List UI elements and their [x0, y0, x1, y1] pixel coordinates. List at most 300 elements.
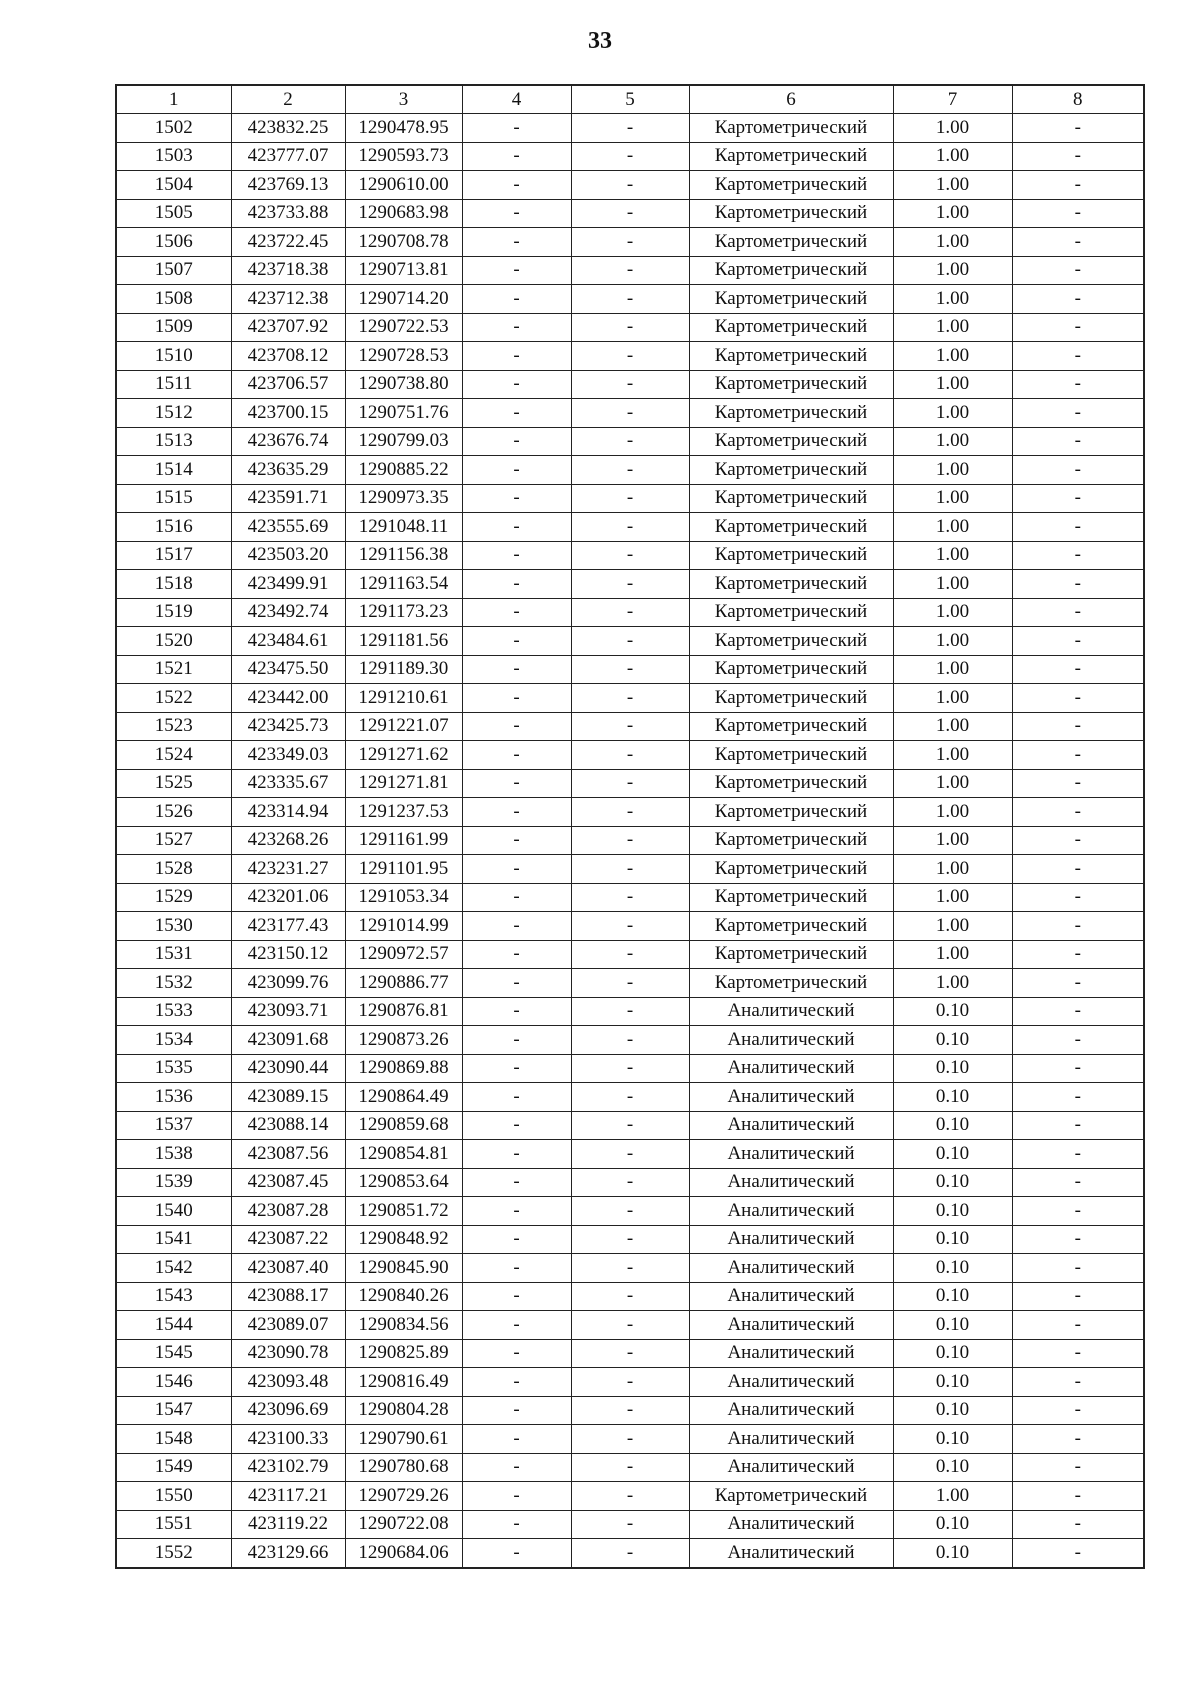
- point-number-cell: 1516: [116, 513, 231, 542]
- accuracy-cell: 1.00: [893, 399, 1012, 428]
- x-coordinate-cell: 423087.56: [231, 1140, 345, 1169]
- x-coordinate-cell: 423231.27: [231, 855, 345, 884]
- column-8-cell: -: [1012, 456, 1144, 485]
- column-4-cell: -: [462, 1225, 571, 1254]
- point-number-cell: 1524: [116, 741, 231, 770]
- column-5-cell: -: [571, 912, 689, 941]
- table-row: [116, 940, 1144, 969]
- y-coordinate-cell: 1290714.20: [345, 285, 462, 314]
- column-5-cell: -: [571, 1111, 689, 1140]
- column-5-cell: -: [571, 256, 689, 285]
- y-coordinate-cell: 1291210.61: [345, 684, 462, 713]
- x-coordinate-cell: 423117.21: [231, 1482, 345, 1511]
- y-coordinate-cell: 1290859.68: [345, 1111, 462, 1140]
- column-8-cell: -: [1012, 598, 1144, 627]
- column-5-cell: -: [571, 1396, 689, 1425]
- method-cell: Картометрический: [689, 940, 893, 969]
- method-cell: Картометрический: [689, 570, 893, 599]
- x-coordinate-cell: 423102.79: [231, 1453, 345, 1482]
- table-row: [116, 684, 1144, 713]
- point-number-cell: 1517: [116, 541, 231, 570]
- y-coordinate-cell: 1291189.30: [345, 655, 462, 684]
- column-4-cell: -: [462, 1111, 571, 1140]
- column-8-cell: -: [1012, 769, 1144, 798]
- column-8-cell: -: [1012, 1425, 1144, 1454]
- x-coordinate-cell: 423555.69: [231, 513, 345, 542]
- column-4-cell: -: [462, 1140, 571, 1169]
- column-5-cell: -: [571, 712, 689, 741]
- point-number-cell: 1541: [116, 1225, 231, 1254]
- column-8-cell: -: [1012, 712, 1144, 741]
- x-coordinate-cell: 423676.74: [231, 427, 345, 456]
- column-5-cell: -: [571, 342, 689, 371]
- column-8-cell: -: [1012, 285, 1144, 314]
- table-row: [116, 570, 1144, 599]
- x-coordinate-cell: 423314.94: [231, 798, 345, 827]
- column-4-cell: -: [462, 1425, 571, 1454]
- x-coordinate-cell: 423096.69: [231, 1396, 345, 1425]
- column-5-cell: -: [571, 684, 689, 713]
- point-number-cell: 1508: [116, 285, 231, 314]
- column-5-cell: -: [571, 114, 689, 143]
- y-coordinate-cell: 1290738.80: [345, 370, 462, 399]
- table-row: [116, 1453, 1144, 1482]
- y-coordinate-cell: 1290722.08: [345, 1510, 462, 1539]
- x-coordinate-cell: 423100.33: [231, 1425, 345, 1454]
- x-coordinate-cell: 423129.66: [231, 1539, 345, 1568]
- column-4-cell: -: [462, 456, 571, 485]
- point-number-cell: 1522: [116, 684, 231, 713]
- x-coordinate-cell: 423777.07: [231, 142, 345, 171]
- point-number-cell: 1506: [116, 228, 231, 257]
- y-coordinate-cell: 1290854.81: [345, 1140, 462, 1169]
- column-5-cell: -: [571, 456, 689, 485]
- method-cell: Картометрический: [689, 256, 893, 285]
- column-5-cell: -: [571, 741, 689, 770]
- method-cell: Картометрический: [689, 855, 893, 884]
- method-cell: Картометрический: [689, 541, 893, 570]
- column-8-cell: -: [1012, 1339, 1144, 1368]
- method-cell: Аналитический: [689, 997, 893, 1026]
- point-number-cell: 1529: [116, 883, 231, 912]
- method-cell: Картометрический: [689, 684, 893, 713]
- accuracy-cell: 1.00: [893, 256, 1012, 285]
- table-row: [116, 741, 1144, 770]
- column-5-cell: -: [571, 627, 689, 656]
- method-cell: Картометрический: [689, 655, 893, 684]
- table-row: [116, 1111, 1144, 1140]
- method-cell: Аналитический: [689, 1083, 893, 1112]
- accuracy-cell: 0.10: [893, 1111, 1012, 1140]
- table-row: [116, 855, 1144, 884]
- table-row: [116, 1368, 1144, 1397]
- table-row: [116, 769, 1144, 798]
- column-8-cell: -: [1012, 1026, 1144, 1055]
- column-8-cell: -: [1012, 627, 1144, 656]
- y-coordinate-cell: 1291156.38: [345, 541, 462, 570]
- x-coordinate-cell: 423090.78: [231, 1339, 345, 1368]
- accuracy-cell: 1.00: [893, 598, 1012, 627]
- method-cell: Картометрический: [689, 171, 893, 200]
- y-coordinate-cell: 1291271.62: [345, 741, 462, 770]
- column-5-cell: -: [571, 655, 689, 684]
- point-number-cell: 1513: [116, 427, 231, 456]
- column-8-cell: -: [1012, 741, 1144, 770]
- point-number-cell: 1528: [116, 855, 231, 884]
- table-row: [116, 228, 1144, 257]
- column-8-cell: -: [1012, 1225, 1144, 1254]
- column-5-cell: -: [571, 1339, 689, 1368]
- point-number-cell: 1510: [116, 342, 231, 371]
- point-number-cell: 1536: [116, 1083, 231, 1112]
- x-coordinate-cell: 423089.07: [231, 1311, 345, 1340]
- method-cell: Картометрический: [689, 769, 893, 798]
- point-number-cell: 1533: [116, 997, 231, 1026]
- column-8-cell: -: [1012, 541, 1144, 570]
- column-5-cell: -: [571, 598, 689, 627]
- point-number-cell: 1546: [116, 1368, 231, 1397]
- column-header: 5: [571, 85, 689, 114]
- accuracy-cell: 0.10: [893, 997, 1012, 1026]
- point-number-cell: 1548: [116, 1425, 231, 1454]
- point-number-cell: 1534: [116, 1026, 231, 1055]
- column-5-cell: -: [571, 285, 689, 314]
- column-5-cell: -: [571, 1282, 689, 1311]
- accuracy-cell: 1.00: [893, 940, 1012, 969]
- table-row: [116, 142, 1144, 171]
- column-4-cell: -: [462, 199, 571, 228]
- column-4-cell: -: [462, 940, 571, 969]
- column-5-cell: -: [571, 1083, 689, 1112]
- method-cell: Картометрический: [689, 712, 893, 741]
- column-4-cell: -: [462, 627, 571, 656]
- x-coordinate-cell: 423177.43: [231, 912, 345, 941]
- y-coordinate-cell: 1291173.23: [345, 598, 462, 627]
- y-coordinate-cell: 1290864.49: [345, 1083, 462, 1112]
- x-coordinate-cell: 423093.71: [231, 997, 345, 1026]
- column-8-cell: -: [1012, 228, 1144, 257]
- accuracy-cell: 1.00: [893, 370, 1012, 399]
- table-row: [116, 399, 1144, 428]
- column-8-cell: -: [1012, 826, 1144, 855]
- x-coordinate-cell: 423087.45: [231, 1168, 345, 1197]
- y-coordinate-cell: 1290840.26: [345, 1282, 462, 1311]
- accuracy-cell: 1.00: [893, 427, 1012, 456]
- column-4-cell: -: [462, 1396, 571, 1425]
- table-row: [116, 313, 1144, 342]
- accuracy-cell: 1.00: [893, 285, 1012, 314]
- y-coordinate-cell: 1290886.77: [345, 969, 462, 998]
- column-8-cell: -: [1012, 484, 1144, 513]
- x-coordinate-cell: 423093.48: [231, 1368, 345, 1397]
- table-row: [116, 513, 1144, 542]
- method-cell: Картометрический: [689, 313, 893, 342]
- y-coordinate-cell: 1290683.98: [345, 199, 462, 228]
- method-cell: Картометрический: [689, 399, 893, 428]
- column-4-cell: -: [462, 1026, 571, 1055]
- column-5-cell: -: [571, 370, 689, 399]
- column-4-cell: -: [462, 1339, 571, 1368]
- method-cell: Аналитический: [689, 1054, 893, 1083]
- column-5-cell: -: [571, 313, 689, 342]
- accuracy-cell: 1.00: [893, 826, 1012, 855]
- x-coordinate-cell: 423769.13: [231, 171, 345, 200]
- column-5-cell: -: [571, 969, 689, 998]
- column-5-cell: -: [571, 1168, 689, 1197]
- y-coordinate-cell: 1291048.11: [345, 513, 462, 542]
- table-row: [116, 598, 1144, 627]
- x-coordinate-cell: 423268.26: [231, 826, 345, 855]
- point-number-cell: 1512: [116, 399, 231, 428]
- method-cell: Аналитический: [689, 1225, 893, 1254]
- accuracy-cell: 1.00: [893, 1482, 1012, 1511]
- column-5-cell: -: [571, 1140, 689, 1169]
- column-5-cell: -: [571, 1425, 689, 1454]
- column-4-cell: -: [462, 769, 571, 798]
- column-5-cell: -: [571, 826, 689, 855]
- y-coordinate-cell: 1290873.26: [345, 1026, 462, 1055]
- table-row: [116, 199, 1144, 228]
- column-header: 8: [1012, 85, 1144, 114]
- accuracy-cell: 0.10: [893, 1453, 1012, 1482]
- table-row: [116, 1026, 1144, 1055]
- method-cell: Аналитический: [689, 1197, 893, 1226]
- method-cell: Аналитический: [689, 1453, 893, 1482]
- x-coordinate-cell: 423091.68: [231, 1026, 345, 1055]
- y-coordinate-cell: 1290825.89: [345, 1339, 462, 1368]
- point-number-cell: 1549: [116, 1453, 231, 1482]
- accuracy-cell: 1.00: [893, 769, 1012, 798]
- accuracy-cell: 1.00: [893, 456, 1012, 485]
- y-coordinate-cell: 1290972.57: [345, 940, 462, 969]
- accuracy-cell: 0.10: [893, 1368, 1012, 1397]
- table-body: [116, 85, 1144, 1568]
- point-number-cell: 1539: [116, 1168, 231, 1197]
- column-4-cell: -: [462, 285, 571, 314]
- table-row: [116, 1396, 1144, 1425]
- point-number-cell: 1531: [116, 940, 231, 969]
- x-coordinate-cell: 423733.88: [231, 199, 345, 228]
- column-8-cell: -: [1012, 570, 1144, 599]
- accuracy-cell: 1.00: [893, 142, 1012, 171]
- accuracy-cell: 1.00: [893, 570, 1012, 599]
- accuracy-cell: 0.10: [893, 1197, 1012, 1226]
- point-number-cell: 1514: [116, 456, 231, 485]
- x-coordinate-cell: 423090.44: [231, 1054, 345, 1083]
- accuracy-cell: 1.00: [893, 199, 1012, 228]
- column-8-cell: -: [1012, 513, 1144, 542]
- column-4-cell: -: [462, 427, 571, 456]
- point-number-cell: 1537: [116, 1111, 231, 1140]
- column-4-cell: -: [462, 1282, 571, 1311]
- column-8-cell: -: [1012, 1254, 1144, 1283]
- accuracy-cell: 1.00: [893, 798, 1012, 827]
- x-coordinate-cell: 423475.50: [231, 655, 345, 684]
- y-coordinate-cell: 1290876.81: [345, 997, 462, 1026]
- column-5-cell: -: [571, 1453, 689, 1482]
- column-4-cell: -: [462, 1539, 571, 1568]
- column-5-cell: -: [571, 1225, 689, 1254]
- point-number-cell: 1540: [116, 1197, 231, 1226]
- accuracy-cell: 1.00: [893, 114, 1012, 143]
- column-8-cell: -: [1012, 655, 1144, 684]
- column-5-cell: -: [571, 1254, 689, 1283]
- column-8-cell: -: [1012, 1054, 1144, 1083]
- table-row: [116, 456, 1144, 485]
- column-4-cell: -: [462, 883, 571, 912]
- accuracy-cell: 0.10: [893, 1510, 1012, 1539]
- column-5-cell: -: [571, 883, 689, 912]
- accuracy-cell: 0.10: [893, 1311, 1012, 1340]
- x-coordinate-cell: 423492.74: [231, 598, 345, 627]
- column-8-cell: -: [1012, 940, 1144, 969]
- x-coordinate-cell: 423722.45: [231, 228, 345, 257]
- column-5-cell: -: [571, 1510, 689, 1539]
- y-coordinate-cell: 1290804.28: [345, 1396, 462, 1425]
- method-cell: Аналитический: [689, 1311, 893, 1340]
- accuracy-cell: 1.00: [893, 655, 1012, 684]
- coordinates-table: [115, 84, 1145, 1569]
- y-coordinate-cell: 1290834.56: [345, 1311, 462, 1340]
- column-4-cell: -: [462, 513, 571, 542]
- point-number-cell: 1509: [116, 313, 231, 342]
- x-coordinate-cell: 423349.03: [231, 741, 345, 770]
- y-coordinate-cell: 1290780.68: [345, 1453, 462, 1482]
- method-cell: Картометрический: [689, 199, 893, 228]
- column-8-cell: -: [1012, 313, 1144, 342]
- table-row: [116, 1539, 1144, 1568]
- column-4-cell: -: [462, 1054, 571, 1083]
- method-cell: Аналитический: [689, 1026, 893, 1055]
- y-coordinate-cell: 1290610.00: [345, 171, 462, 200]
- x-coordinate-cell: 423708.12: [231, 342, 345, 371]
- accuracy-cell: 1.00: [893, 883, 1012, 912]
- point-number-cell: 1519: [116, 598, 231, 627]
- method-cell: Картометрический: [689, 370, 893, 399]
- column-5-cell: -: [571, 1482, 689, 1511]
- point-number-cell: 1505: [116, 199, 231, 228]
- y-coordinate-cell: 1290728.53: [345, 342, 462, 371]
- column-8-cell: -: [1012, 256, 1144, 285]
- point-number-cell: 1502: [116, 114, 231, 143]
- table-row: [116, 1083, 1144, 1112]
- method-cell: Картометрический: [689, 969, 893, 998]
- method-cell: Аналитический: [689, 1339, 893, 1368]
- method-cell: Картометрический: [689, 826, 893, 855]
- column-5-cell: -: [571, 427, 689, 456]
- column-4-cell: -: [462, 570, 571, 599]
- column-8-cell: -: [1012, 1311, 1144, 1340]
- table-header-row: [116, 85, 1144, 114]
- column-4-cell: -: [462, 1510, 571, 1539]
- table-row: [116, 1254, 1144, 1283]
- column-5-cell: -: [571, 171, 689, 200]
- accuracy-cell: 0.10: [893, 1225, 1012, 1254]
- table-row: [116, 1311, 1144, 1340]
- x-coordinate-cell: 423635.29: [231, 456, 345, 485]
- column-5-cell: -: [571, 1054, 689, 1083]
- table-row: [116, 342, 1144, 371]
- table-row: [116, 114, 1144, 143]
- method-cell: Картометрический: [689, 427, 893, 456]
- accuracy-cell: 1.00: [893, 228, 1012, 257]
- method-cell: Картометрический: [689, 912, 893, 941]
- column-header: 6: [689, 85, 893, 114]
- column-5-cell: -: [571, 199, 689, 228]
- point-number-cell: 1552: [116, 1539, 231, 1568]
- x-coordinate-cell: 423087.40: [231, 1254, 345, 1283]
- x-coordinate-cell: 423832.25: [231, 114, 345, 143]
- table-row: [116, 1339, 1144, 1368]
- column-header: 4: [462, 85, 571, 114]
- point-number-cell: 1538: [116, 1140, 231, 1169]
- y-coordinate-cell: 1291101.95: [345, 855, 462, 884]
- column-4-cell: -: [462, 1482, 571, 1511]
- method-cell: Картометрический: [689, 142, 893, 171]
- column-8-cell: -: [1012, 969, 1144, 998]
- table-row: [116, 655, 1144, 684]
- y-coordinate-cell: 1290851.72: [345, 1197, 462, 1226]
- accuracy-cell: 1.00: [893, 342, 1012, 371]
- column-8-cell: -: [1012, 1282, 1144, 1311]
- column-8-cell: -: [1012, 1368, 1144, 1397]
- x-coordinate-cell: 423335.67: [231, 769, 345, 798]
- accuracy-cell: 0.10: [893, 1425, 1012, 1454]
- point-number-cell: 1518: [116, 570, 231, 599]
- x-coordinate-cell: 423150.12: [231, 940, 345, 969]
- y-coordinate-cell: 1290885.22: [345, 456, 462, 485]
- column-5-cell: -: [571, 855, 689, 884]
- x-coordinate-cell: 423484.61: [231, 627, 345, 656]
- column-5-cell: -: [571, 1368, 689, 1397]
- table-row: [116, 370, 1144, 399]
- accuracy-cell: 1.00: [893, 627, 1012, 656]
- table-row: [116, 912, 1144, 941]
- x-coordinate-cell: 423088.14: [231, 1111, 345, 1140]
- point-number-cell: 1507: [116, 256, 231, 285]
- table-row: [116, 1510, 1144, 1539]
- x-coordinate-cell: 423718.38: [231, 256, 345, 285]
- table-row: [116, 1425, 1144, 1454]
- method-cell: Картометрический: [689, 598, 893, 627]
- table-row: [116, 256, 1144, 285]
- column-4-cell: -: [462, 541, 571, 570]
- point-number-cell: 1532: [116, 969, 231, 998]
- column-8-cell: -: [1012, 399, 1144, 428]
- column-4-cell: -: [462, 826, 571, 855]
- point-number-cell: 1535: [116, 1054, 231, 1083]
- column-4-cell: -: [462, 1197, 571, 1226]
- point-number-cell: 1526: [116, 798, 231, 827]
- column-5-cell: -: [571, 399, 689, 428]
- column-5-cell: -: [571, 1311, 689, 1340]
- column-4-cell: -: [462, 684, 571, 713]
- table-row: [116, 627, 1144, 656]
- column-4-cell: -: [462, 1311, 571, 1340]
- accuracy-cell: 0.10: [893, 1254, 1012, 1283]
- y-coordinate-cell: 1290713.81: [345, 256, 462, 285]
- point-number-cell: 1504: [116, 171, 231, 200]
- point-number-cell: 1515: [116, 484, 231, 513]
- column-8-cell: -: [1012, 427, 1144, 456]
- y-coordinate-cell: 1291181.56: [345, 627, 462, 656]
- point-number-cell: 1520: [116, 627, 231, 656]
- column-8-cell: -: [1012, 912, 1144, 941]
- y-coordinate-cell: 1290816.49: [345, 1368, 462, 1397]
- method-cell: Аналитический: [689, 1111, 893, 1140]
- point-number-cell: 1542: [116, 1254, 231, 1283]
- table-row: [116, 1140, 1144, 1169]
